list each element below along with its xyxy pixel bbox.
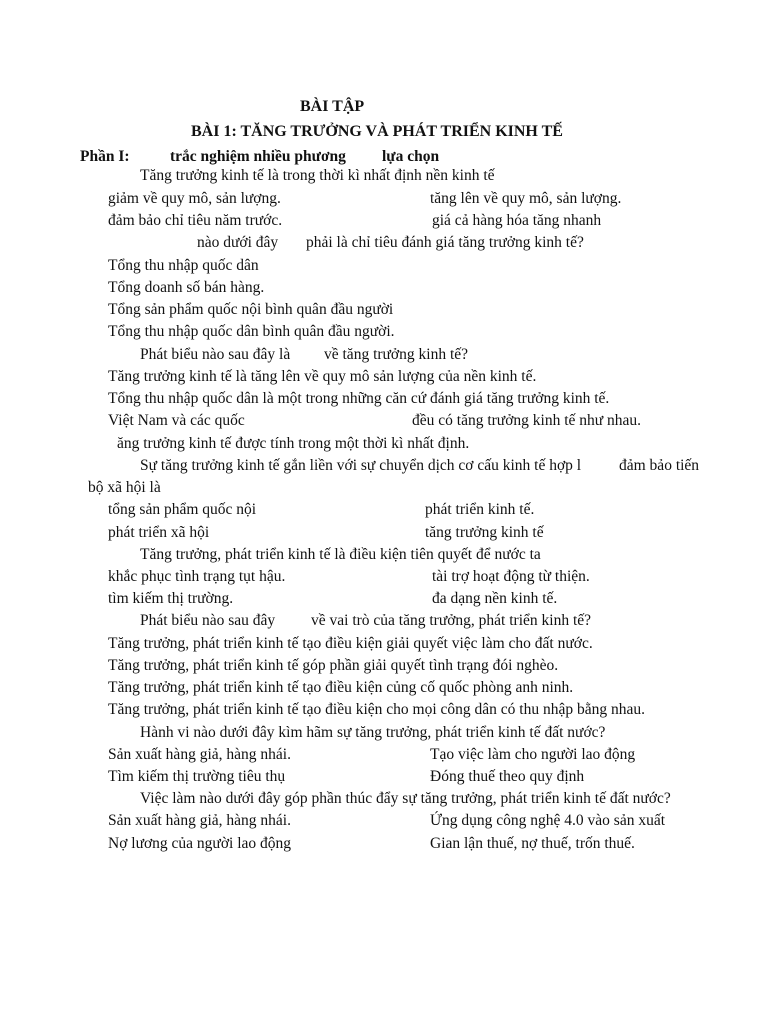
- question-8-option-c: Nợ lương của người lao động: [108, 835, 292, 852]
- question-3-option-b: Tổng thu nhập quốc dân là một trong những căn cứ đánh giá tăng trưởng kinh tế.: [108, 390, 610, 407]
- question-3-stem-end: về tăng trưởng kinh tế?: [324, 346, 469, 363]
- question-4-stem-continued: bộ xã hội là: [88, 479, 161, 496]
- question-1-option-c: đảm bảo chỉ tiêu năm trước.: [108, 212, 283, 229]
- question-6-option-c: Tăng trưởng, phát triển kinh tế tạo điều kiện củng cố quốc phòng anh ninh.: [108, 679, 574, 696]
- question-2-stem-end: phải là chỉ tiêu đánh giá tăng trưởng kinh tế?: [306, 234, 584, 251]
- question-3-option-a: Tăng trưởng kinh tế là tăng lên về quy mô sản lượng của nền kinh tế.: [108, 368, 537, 385]
- part-description: trắc nghiệm nhiều phương: [170, 148, 346, 165]
- question-4-option-b: phát triển kinh tế.: [425, 501, 535, 518]
- part-description-end: lựa chọn: [382, 148, 440, 165]
- part-label: Phần I:: [80, 148, 130, 165]
- question-5-option-c: tìm kiếm thị trường.: [108, 590, 234, 607]
- question-1-option-d: giá cả hàng hóa tăng nhanh: [432, 212, 602, 229]
- question-4-option-c: phát triển xã hội: [108, 524, 210, 541]
- question-1-option-a: giảm về quy mô, sản lượng.: [108, 190, 281, 207]
- question-7-option-a: Sản xuất hàng giả, hàng nhái.: [108, 746, 291, 763]
- question-6-option-a: Tăng trưởng, phát triển kinh tế tạo điều kiện giải quyết việc làm cho đất nước.: [108, 635, 593, 652]
- question-4-option-d: tăng trưởng kinh tế: [425, 524, 544, 541]
- question-5-option-d: đa dạng nền kinh tế.: [432, 590, 558, 607]
- question-5-option-a: khắc phục tình trạng tụt hậu.: [108, 568, 286, 585]
- question-8-option-b: Ứng dụng công nghệ 4.0 vào sản xuất: [430, 812, 666, 829]
- question-3-option-d: ăng trưởng kinh tế được tính trong một thời kì nhất định.: [117, 435, 470, 452]
- question-5-stem: Tăng trưởng, phát triển kinh tế là điều kiện tiên quyết để nước ta: [140, 546, 541, 563]
- question-2-option-d: Tổng thu nhập quốc dân bình quân đầu người.: [108, 323, 395, 340]
- question-5-option-b: tài trợ hoạt động từ thiện.: [432, 568, 590, 585]
- question-4-stem: Sự tăng trưởng kinh tế gắn liền với sự chuyển dịch cơ cấu kinh tế hợp l: [140, 457, 582, 474]
- doc-title: BÀI TẬP: [300, 98, 365, 115]
- question-2-option-c: Tổng sản phẩm quốc nội bình quân đầu người: [108, 301, 394, 318]
- question-3-option-c: Việt Nam và các quốc: [108, 412, 245, 429]
- question-4-stem-end: đảm bảo tiến: [619, 457, 700, 474]
- question-7-option-b: Tạo việc làm cho người lao động: [430, 746, 636, 763]
- question-7-stem: Hành vi nào dưới đây kìm hãm sự tăng trưởng, phát triển kinh tế đất nước?: [140, 724, 606, 741]
- question-1-option-b: tăng lên về quy mô, sản lượng.: [430, 190, 622, 207]
- question-8-stem: Việc làm nào dưới đây góp phần thúc đẩy sự tăng trưởng, phát triển kinh tế đất nước?: [140, 790, 671, 807]
- question-3-option-c-end: đều có tăng trưởng kinh tế như nhau.: [412, 412, 642, 429]
- question-7-option-d: Đóng thuế theo quy định: [430, 768, 585, 785]
- question-8-option-a: Sản xuất hàng giả, hàng nhái.: [108, 812, 291, 829]
- question-4-option-a: tổng sản phẩm quốc nội: [108, 501, 257, 518]
- question-2-option-b: Tổng doanh số bán hàng.: [108, 279, 265, 296]
- question-6-option-b: Tăng trưởng, phát triển kinh tế góp phần giải quyết tình trạng đói nghèo.: [108, 657, 559, 674]
- question-7-option-c: Tìm kiếm thị trường tiêu thụ: [108, 768, 286, 785]
- question-6-option-d: Tăng trưởng, phát triển kinh tế tạo điều kiện cho mọi công dân có thu nhập bằng nhau.: [108, 701, 646, 718]
- question-3-stem: Phát biểu nào sau đây là: [140, 346, 291, 363]
- question-6-stem-end: về vai trò của tăng trưởng, phát triển kinh tế?: [311, 612, 592, 629]
- question-1-stem: Tăng trưởng kinh tế là trong thời kì nhất định nền kinh tế: [140, 167, 495, 184]
- doc-subtitle: BÀI 1: TĂNG TRƯỞNG VÀ PHÁT TRIỂN KINH TẾ: [191, 123, 563, 140]
- question-8-option-d: Gian lận thuế, nợ thuế, trốn thuế.: [430, 835, 635, 852]
- question-2-option-a: Tổng thu nhập quốc dân: [108, 257, 259, 274]
- question-6-stem: Phát biểu nào sau đây: [140, 612, 276, 629]
- question-2-stem: nào dưới đây: [197, 234, 279, 251]
